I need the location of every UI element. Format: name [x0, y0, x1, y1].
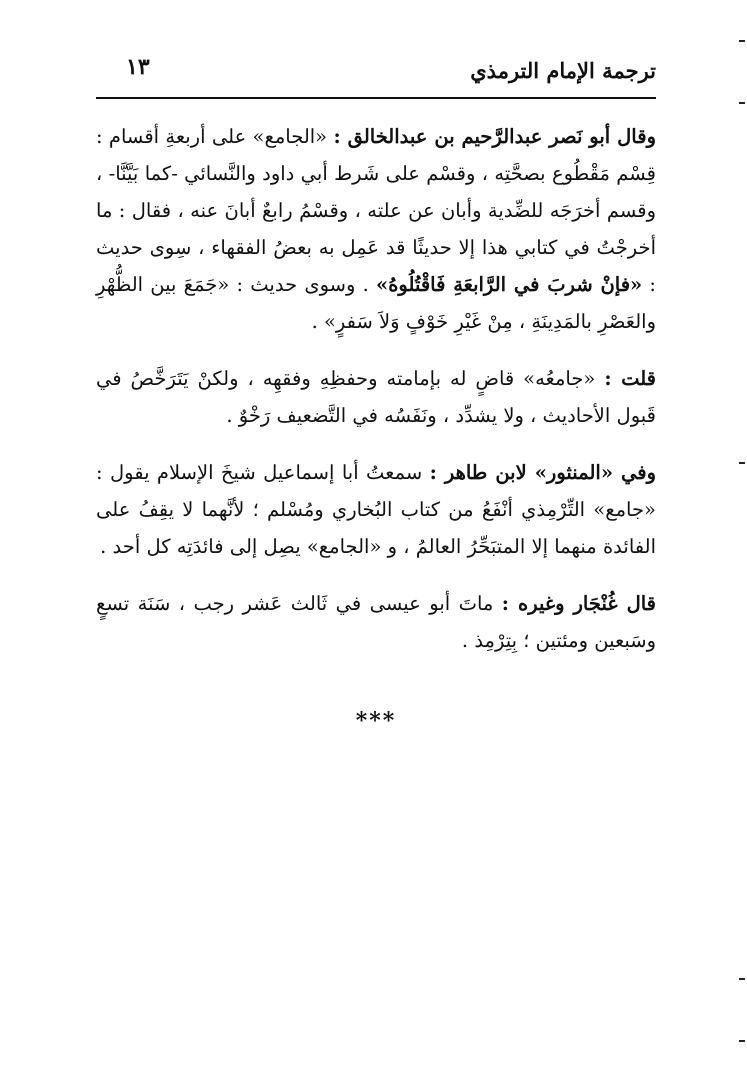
section-separator: ***: [355, 708, 397, 734]
page-number: ١٣: [126, 54, 150, 80]
paragraph-end: .: [311, 310, 324, 333]
paragraph-qultu: [96, 360, 656, 434]
scan-edge-mark: [739, 978, 745, 980]
paragraph-text: «جامعُه» قاضٍ له بإمامته وحفظِهِ وفقهِه ، ولكنْ يَتَرَخَّصُ في قَبول الأحاديث ، ولا يشدِّد ، ونَفَسُه في التَّضعيف رَخْوٌ .: [96, 367, 656, 427]
header-divider: [96, 97, 656, 99]
hadith-quote: «فإنْ شربَ في الرَّابعَةِ فَاقْتُلُوهُ»: [376, 273, 643, 296]
scan-edge-mark: [739, 462, 745, 464]
paragraph-lead: وقال أبو نَصر عبدالرَّحيم بن عبدالخالق :: [333, 125, 656, 148]
scan-edge-mark: [739, 102, 745, 104]
running-header: [96, 52, 656, 94]
hadith-quote: «جَمَعَ بين الظُّهْرِ والعَصْرِ بالمَدِينَةِ ، مِنْ غَيْرِ خَوْفٍ وَلاَ سَفرٍ»: [96, 273, 656, 333]
paragraph-text: سمعتُ أبا إسماعيل شيخَ الإسلام يقول : «جامع» التِّرْمِذي أنْفَعُ من كتاب البُخاري ومُسْلم ؛ لأنَّهما لا يقِفُ على الفائدة منهما إلا المتبَحِّرُ العالمُ ، و «الجامع» يصِل إلى فائدَتِه كل أحد .: [96, 461, 656, 558]
paragraph-lead: قلت :: [604, 367, 656, 390]
paragraph-text: «الجامع» على أربعةِ أقسام : قِسْم مَقْطُوع بصحَّتِه ، وقسْم على شَرط أبي داود والنَّسائي -كما بَيَّنَّا- ، وقسم أخرَجَه للضِّدية وأبان عن علته ، وقسْمُ رابعٌ أبانَ عنه ، فقال : ما أخرجْتُ في كتابي هذا إلا حديثًا قد عَمِل به بعضُ الفقهاء ، سِوى حديث :: [96, 125, 657, 296]
paragraph-lead: قال غُنْجَار وغيره :: [501, 592, 657, 615]
page-body: [96, 118, 656, 740]
scan-edge-mark: [739, 40, 745, 42]
header-title: ترجمة الإمام الترمذي: [470, 58, 656, 83]
paragraph-text: ماتَ أبو عيسى في ثَالث عَشر رجب ، سَنَة تسعٍ وسَبعين ومئتين ؛ بِتِرْمِذ .: [96, 592, 656, 652]
paragraph-text: . وسوى حديث :: [229, 273, 377, 296]
paragraph-manthur: [96, 454, 656, 565]
paragraph-abu-nasr: [96, 118, 656, 340]
scan-edge-mark: [739, 1040, 745, 1042]
paragraph-lead: وفي «المنثور» لابن طاهر :: [429, 461, 656, 484]
paragraph-ghunjar: [96, 585, 656, 659]
